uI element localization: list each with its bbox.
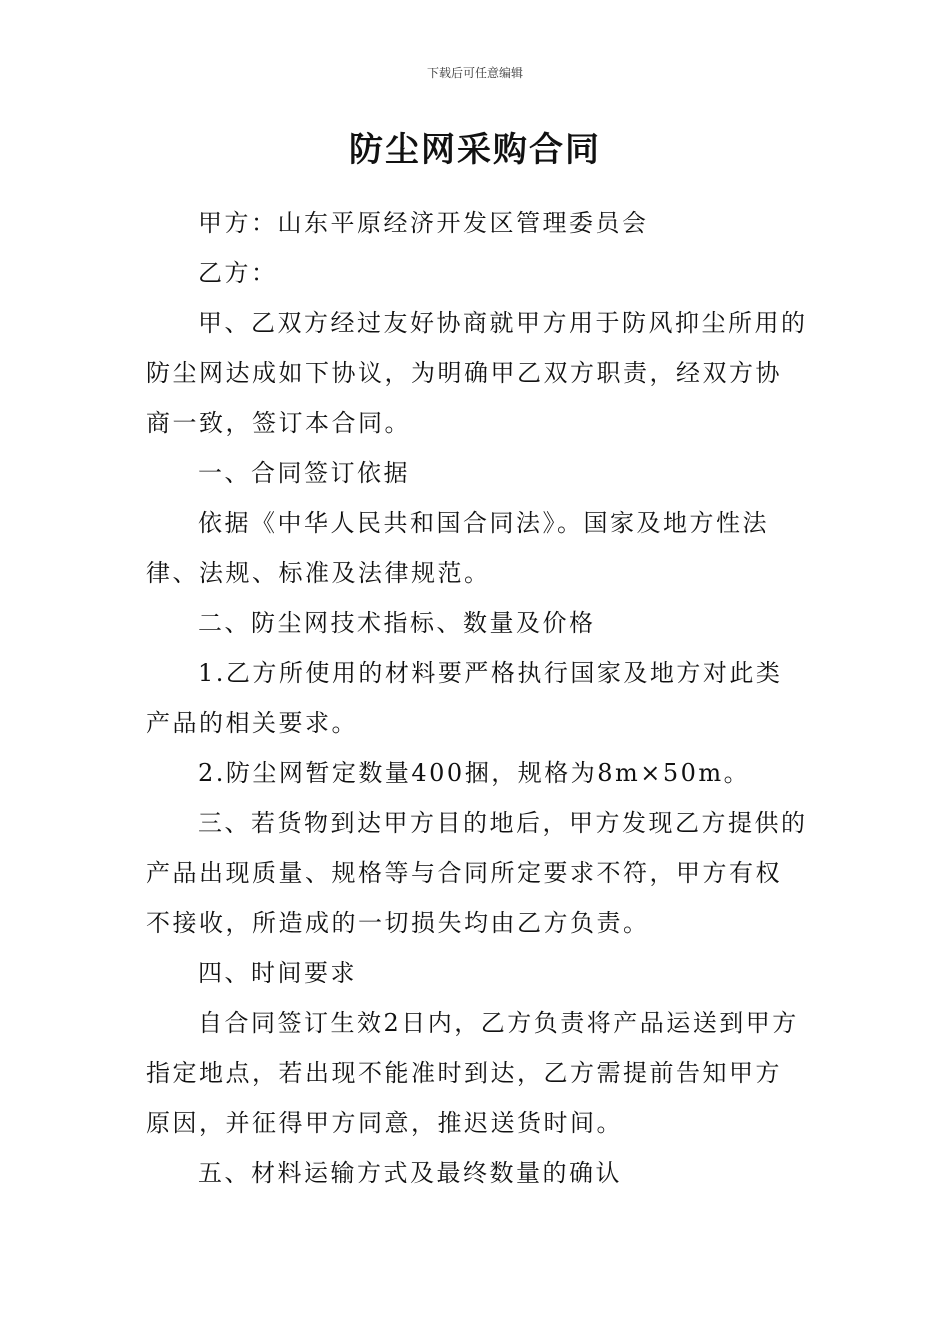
intro-paragraph: 甲、乙双方经过友好协商就甲方用于防风抑尘所用的防尘网达成如下协议，为明确甲乙双方职责，经双方协商一致，签订本合同。: [146, 309, 808, 437]
section-heading-2: 二、防尘网技术指标、数量及价格: [198, 609, 596, 637]
header-note: 下载后可任意编辑: [426, 66, 523, 80]
document-body: [146, 198, 808, 1198]
section-heading-4: 四、时间要求: [198, 959, 357, 987]
section-paragraph-4: 自合同签订生效2日内，乙方负责将产品运送到甲方指定地点，若出现不能准时到达，乙方需提前告知甲方原因，并征得甲方同意，推迟送货时间。: [146, 1009, 799, 1137]
document-title: 防尘网采购合同: [349, 130, 601, 170]
section-heading-5: 五、材料运输方式及最终数量的确认: [198, 1159, 622, 1187]
section-paragraph-3: 三、若货物到达甲方目的地后，甲方发现乙方提供的产品出现质量、规格等与合同所定要求不符，甲方有权不接收，所造成的一切损失均由乙方负责。: [146, 809, 808, 937]
clause-2-2: 2.防尘网暂定数量400捆，规格为8m×50m。: [198, 759, 751, 787]
party-b-line: 乙方：: [198, 259, 278, 287]
section-paragraph-1: 依据《中华人民共和国合同法》。国家及地方性法律、法规、标准及法律规范。: [146, 509, 769, 587]
party-a-line: 甲方：山东平原经济开发区管理委员会: [198, 209, 649, 237]
clause-2-1: 1.乙方所使用的材料要严格执行国家及地方对此类产品的相关要求。: [146, 659, 783, 737]
section-heading-1: 一、合同签订依据: [198, 459, 410, 487]
